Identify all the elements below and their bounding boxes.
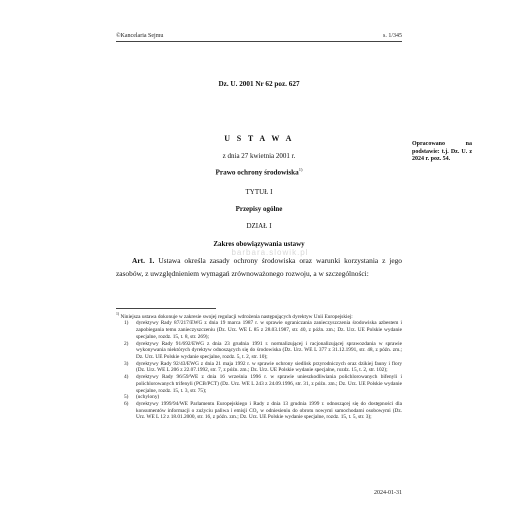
watermark: barbara.slowik.pl — [231, 248, 309, 257]
article-text: Ustawa określa zasady ochrony środowiska oraz warunki korzystania z jego zasobów, z uwzględnieniem wymagań zrównoważonego rozwoju, a w szczególności: — [116, 256, 402, 278]
list-item-text: dyrektywy Rady 91/692/EWG z dnia 23 grudnia 1991 r. normalizującej i racjonalizującej sprawozdania w sprawie wykonywania niektórych dyrektyw odnoszących się do środowiska (Dz. Urz. WE L 377 z 31.12.1991, str. 48, z późn. zm.; Dz. Urz. UE Polskie wydanie specjalne, rozdz. 5, t. 2, str. 10); — [136, 340, 402, 360]
act-date: z dnia 27 kwietnia 2001 r. — [222, 152, 296, 160]
footnote-intro — [116, 311, 402, 320]
list-item-text: dyrektywy 1999/94/WE Parlamentu Europejskiego i Rady z dnia 13 grudnia 1999 r. odnoszącej się do dostępności dla konsumentów informacji o zużyciu paliwa i emisji CO₂ w odniesieniu do obrotu nowymi samochodami osobowymi (Dz. Urz. WE L 12 z 18.01.2000, str. 16, z późn. zm.; Dz. Urz. UE Polskie wydanie specjalne, rozdz. 15, t. 5, str. 3); — [136, 400, 402, 421]
list-item-text: (uchylony) — [136, 394, 160, 401]
list-item-text: dyrektywy Rady 87/217/EWG z dnia 19 marca 1987 r. w sprawie ograniczania zanieczyszczenia środowiska azbestem i zapobiegania temu zanieczyszczeniu (Dz. Urz. WE L 85 z 28.03.1987, str. 40, z późn. zm.; Dz. Urz. UE Polskie wydanie specjalne, rozdz. 15, t. 8, str. 269); — [136, 320, 402, 340]
list-item — [116, 394, 402, 401]
header-publisher: ©Kancelaria Sejmu — [116, 33, 164, 39]
article-1 — [116, 254, 402, 280]
footnote-intro-text: Niniejsza ustawa dokonuje w zakresie swojej regulacji wdrożenia następujących dyrektyw Unii Europejskiej: — [120, 313, 353, 320]
directive-list — [116, 320, 402, 421]
header-divider — [116, 41, 402, 42]
list-item-number: 4) — [124, 374, 129, 381]
act-title: U S T A W A — [224, 134, 294, 143]
footnotes — [116, 311, 402, 421]
footnote-divider — [116, 308, 216, 309]
journal-reference: Dz. U. 2001 Nr 62 poz. 627 — [218, 80, 300, 88]
article-label: Art. 1. — [132, 256, 155, 265]
list-item — [116, 320, 402, 340]
act-subject-text: Prawo ochrony środowiska — [215, 168, 299, 177]
list-item — [116, 374, 402, 394]
list-item-text: dyrektywy Rady 92/43/EWG z dnia 21 maja 1992 r. w sprawie ochrony siedlisk przyrodniczych oraz dzikiej fauny i flory (Dz. Urz. WE L 206 z 22.07.1992, str. 7, z późn. zm.; Dz. Urz. UE Polskie wydanie specjalne, rozdz. 15, t. 2, str. 102); — [136, 360, 402, 374]
footnote-ref[interactable]: 1) — [298, 167, 303, 172]
list-item — [116, 341, 402, 361]
list-item-number: 3) — [124, 360, 129, 367]
list-item-number: 6) — [124, 400, 129, 407]
list-item-text: dyrektywy Rady 96/59/WE z dnia 16 września 1996 r. w sprawie unieszkodliwiania polichlorowanych bifenyli i polichlorowanych trifenyli (PCB/PCT) (Dz. Urz. WE L 243 z 24.09.1996, str. 31, z późn. zm.; Dz. Urz. UE Polskie wydanie specjalne, rozdz. 15, t. 3, str. 75); — [136, 374, 402, 394]
division-heading: DZIAŁ I — [246, 222, 272, 230]
consolidation-note: Opracowano na podstawie: t.j. Dz. U. z 2024 r. poz. 54. — [412, 141, 472, 163]
list-item-number: 2) — [124, 340, 129, 347]
title-heading: TYTUŁ I — [245, 188, 273, 196]
header-page-number: s. 1/345 — [382, 33, 402, 39]
division-name: Zakres obowiązywania ustawy — [213, 240, 305, 248]
act-subject — [116, 167, 402, 176]
footnote-marker: 1) — [116, 312, 120, 316]
footer-date: 2024-01-31 — [374, 490, 402, 496]
list-item-number: 5) — [124, 394, 129, 401]
list-item — [116, 361, 402, 374]
list-item — [116, 401, 402, 421]
title-name: Przepisy ogólne — [235, 205, 283, 213]
page-header — [116, 33, 402, 40]
list-item-number: 1) — [124, 320, 129, 327]
